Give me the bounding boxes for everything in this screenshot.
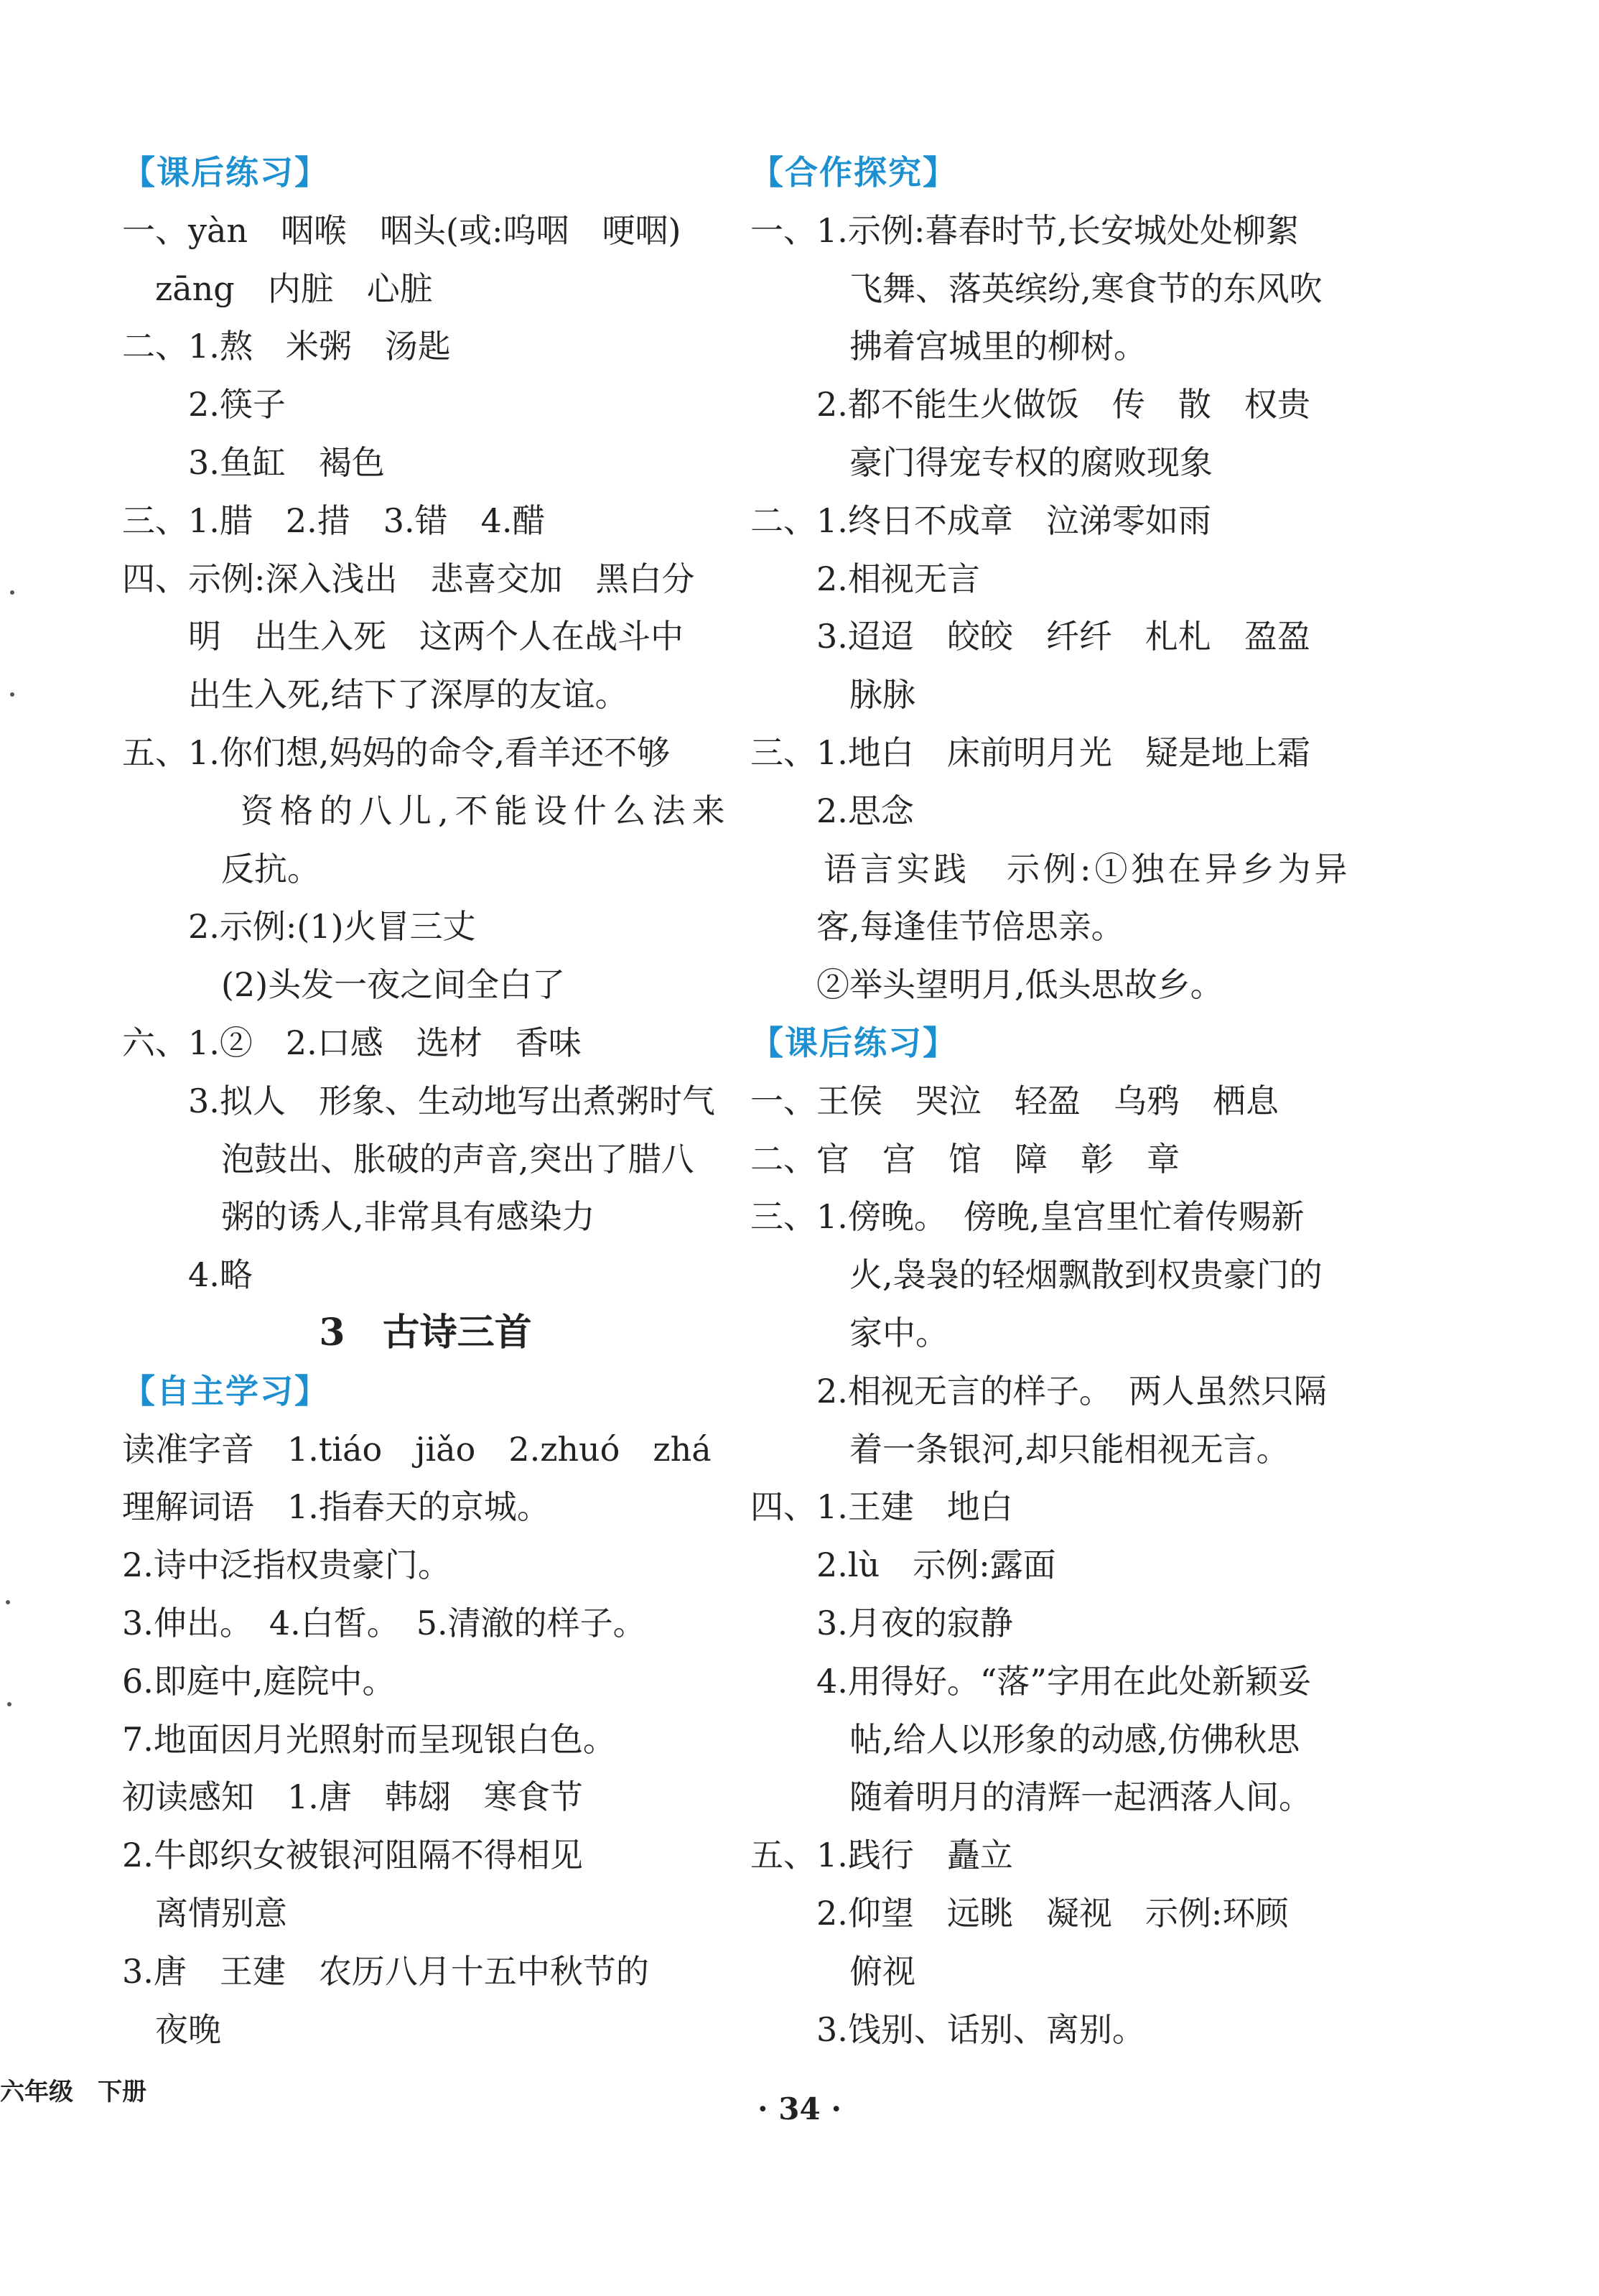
grade-volume-footer: 六年级 下册: [0, 2078, 146, 2106]
answer-line: 2.相视无言的样子。 两人虽然只隔: [750, 1371, 1327, 1410]
answer-line: 三、1.腊 2.措 3.错 4.醋: [122, 501, 546, 540]
answer-line: 3.迢迢 皎皎 纤纤 札札 盈盈: [750, 617, 1310, 656]
answer-line: zāng 内脏 心脏: [122, 269, 433, 308]
section-heading: 【课后练习】: [750, 1023, 957, 1062]
answer-line: ②举头望明月,低头思故乡。: [750, 965, 1223, 1005]
answer-line: 4.用得好。“落”字用在此处新颖妥: [750, 1661, 1311, 1701]
answer-line: 3.唐 王建 农历八月十五中秋节的: [122, 1951, 649, 1991]
answer-line: 飞舞、落英缤纷,寒食节的东风吹: [750, 269, 1323, 308]
answer-line: 2.lù 示例:露面: [750, 1546, 1056, 1585]
answer-line: 豪门得宠专权的腐败现象: [750, 442, 1213, 482]
answer-line: 四、示例:深入浅出 悲喜交加 黑白分: [122, 559, 695, 598]
answer-line: 五、1.你们想,妈妈的命令,看羊还不够: [122, 733, 671, 772]
answer-line: 2.相视无言: [750, 559, 980, 598]
answer-line: 2.都不能生火做饭 传 散 权贵: [750, 385, 1310, 424]
section-heading: 【课后练习】: [122, 153, 329, 192]
answer-line: 俯视: [750, 1951, 915, 1991]
answer-line: 2.筷子: [122, 385, 286, 424]
answer-line: 3.伸出。 4.白皙。 5.清澈的样子。: [122, 1603, 646, 1642]
answer-line: 反抗。: [122, 849, 320, 888]
page-number: · 34 ·: [757, 2091, 842, 2127]
lesson-title: 3 古诗三首: [319, 1310, 532, 1354]
margin-mark: [10, 692, 14, 697]
answer-line: 一、yàn 咽喉 咽头(或:呜咽 哽咽): [122, 210, 681, 250]
answer-line: 读准字音 1.tiáo jiǎo 2.zhuó zhá: [122, 1429, 712, 1469]
answer-line: 出生入死,结下了深厚的友谊。: [122, 675, 628, 715]
answer-line: 理解词语 1.指春天的京城。: [122, 1487, 550, 1527]
answer-line: 二、1.熬 米粥 汤匙: [122, 327, 451, 366]
answer-line: 火,袅袅的轻烟飘散到权贵豪门的: [750, 1255, 1323, 1295]
answer-line: 3.拟人 形象、生动地写出煮粥时气: [122, 1081, 715, 1120]
answer-line: 2.示例:(1)火冒三丈: [122, 907, 476, 947]
answer-line: 家中。: [750, 1313, 948, 1352]
margin-mark: [7, 1702, 11, 1706]
answer-line: 着一条银河,却只能相视无言。: [750, 1429, 1290, 1469]
section-heading: 【合作探究】: [750, 153, 957, 192]
answer-line: 随着明月的清辉一起洒落人间。: [750, 1777, 1312, 1817]
answer-line: 脉脉: [750, 675, 915, 715]
answer-line: 五、1.践行 矗立: [750, 1836, 1013, 1875]
answer-line: 7.地面因月光照射而呈现银白色。: [122, 1719, 616, 1759]
answer-line: 4.略: [122, 1255, 253, 1295]
answer-line: 3.饯别、话别、离别。: [750, 2009, 1145, 2049]
answer-line: 2.仰望 远眺 凝视 示例:环顾: [750, 1893, 1289, 1933]
answer-line: 资格的八儿,不能设什么法来: [122, 791, 732, 830]
answer-line: 6.即庭中,庭院中。: [122, 1661, 396, 1701]
answer-line: 2.思念: [750, 791, 914, 830]
answer-line: 泡鼓出、胀破的声音,突出了腊八: [122, 1139, 694, 1179]
section-heading: 【自主学习】: [122, 1371, 329, 1410]
answer-line: 明 出生入死 这两个人在战斗中: [122, 617, 684, 656]
answer-line: 客,每逢佳节倍思亲。: [750, 907, 1124, 947]
answer-line: 夜晚: [122, 2009, 221, 2049]
answer-line: 离情别意: [122, 1893, 287, 1933]
answer-line: 三、1.傍晚。 傍晚,皇宫里忙着传赐新: [750, 1197, 1305, 1237]
answer-line: 一、1.示例:暮春时节,长安城处处柳絮: [750, 210, 1300, 250]
answer-line: 一、王侯 哭泣 轻盈 乌鸦 栖息: [750, 1081, 1279, 1120]
answer-line: 初读感知 1.唐 韩翃 寒食节: [122, 1777, 583, 1817]
answer-line: 2.牛郎织女被银河阻隔不得相见: [122, 1836, 583, 1875]
answer-line: 3.月夜的寂静: [750, 1603, 1013, 1642]
answer-line: 2.诗中泛指权贵豪门。: [122, 1546, 451, 1585]
answer-line: 帖,给人以形象的动感,仿佛秋思: [750, 1719, 1300, 1759]
answer-line: 3.鱼缸 褐色: [122, 442, 385, 482]
answer-line: 三、1.地白 床前明月光 疑是地上霜: [750, 733, 1310, 772]
answer-line: 语言实践 示例:①独在异乡为异: [750, 849, 1351, 888]
margin-mark: [10, 590, 14, 595]
answer-line: 二、1.终日不成章 泣涕零如雨: [750, 501, 1211, 540]
margin-mark: [6, 1600, 10, 1604]
answer-line: 粥的诱人,非常具有感染力: [122, 1197, 595, 1237]
answer-line: 四、1.王建 地白: [750, 1487, 1013, 1527]
right-column: [750, 144, 1355, 2058]
left-column: [122, 144, 732, 2058]
answer-line: (2)头发一夜之间全白了: [122, 965, 566, 1005]
answer-line: 二、官 宫 馆 障 彰 章: [750, 1139, 1180, 1179]
answer-line: 六、1.② 2.口感 选材 香味: [122, 1023, 582, 1062]
answer-line: 拂着宫城里的柳树。: [750, 327, 1147, 366]
